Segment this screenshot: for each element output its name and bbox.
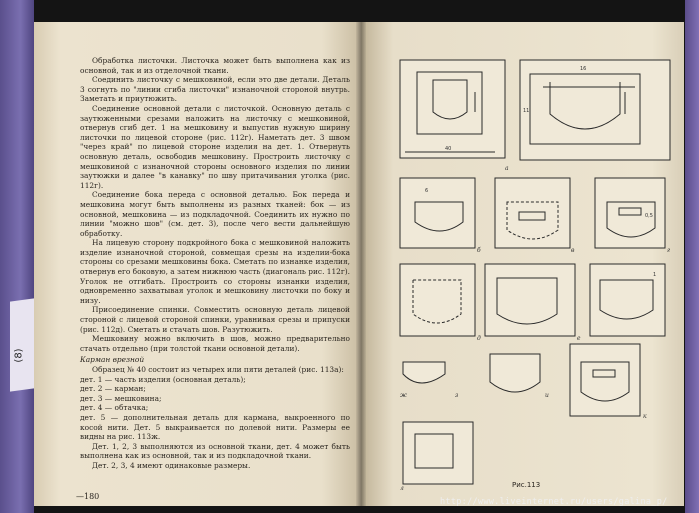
fig-label-d: д: [477, 335, 481, 342]
dim-16: 16: [580, 66, 587, 72]
fig-label-e: е: [577, 335, 581, 342]
pocket-diagrams: [395, 52, 677, 492]
section-heading: Карман врезной: [80, 355, 145, 365]
list-item: дет. 2 — карман;: [80, 384, 146, 394]
fig-i-pocket: [490, 354, 540, 392]
paragraph: Образец № 40 состоит из четырех или пяти деталей (рис. 113а):: [92, 365, 344, 374]
fig-label-g: г: [667, 247, 671, 254]
fig-b-frame: [400, 178, 475, 248]
list-item: дет. 3 — мешковина;: [80, 393, 162, 403]
fig-a-left-frame: [400, 60, 505, 158]
list-item: дет. 4 — обтачка;: [80, 403, 149, 413]
paragraph: Соединение бока переда с основной деталью. Бок переда и мешковина могут быть выполнены из разных тканей: бок — из основной, мешковина — из подкладочной. Соединить их нужно по линии "можно шов" (см. дет. 3), после чего вести дальнейшую обработку.: [80, 190, 350, 238]
fig-label-i: и: [545, 392, 549, 399]
paragraph: Дет. 1, 2, 3 выполняются из основной ткани, дет. 4 может быть выполнена как из основной, так и из подкладочной ткани.: [80, 441, 350, 461]
paragraph: Присоединение спинки. Совместить основную деталь лицевой стороной с лицевой стороной спинки, уравнивая срезы и припуски (рис. 112д). Сметать и стачать шов. Разутюжить.: [80, 305, 350, 334]
fig-label-z: з: [455, 392, 459, 399]
fig-label-b: б: [477, 247, 481, 254]
left-page-text: [80, 56, 350, 471]
book-cover-left: [0, 0, 34, 513]
paragraph: На лицевую сторону подкройного бока с мешковиной наложить изделие изнаночной стороной, совмещая срезы на изделии-бока стороны со срезами мешковины бока. Сметать по изнанке изделия, отвернув его боковую, а затем нижнюю часть (диагональ рис. 112г). Уголок не отгибать. Простроить со стороны изнанки изделия, одновременно захватывая уголок и мешковину листочки по боку и низу.: [80, 238, 350, 305]
dim-40: 40: [445, 146, 452, 152]
dim-11: 11: [523, 108, 530, 114]
cover-label: [10, 298, 34, 391]
fig-e-frame: [485, 264, 575, 336]
dim-0-5: 0,5: [645, 213, 653, 219]
fig-d-frame: [400, 264, 475, 336]
fig-v-frame: [495, 178, 570, 248]
fig-label-l: л: [400, 485, 404, 492]
book-gutter: [356, 22, 366, 506]
fig-label-k: к: [643, 413, 647, 420]
fig-label-a: а: [505, 165, 509, 172]
spine-number: (8): [13, 348, 25, 363]
list-item: дет. 1 — часть изделия (основная деталь);: [80, 374, 246, 384]
paragraph: Соединение основной детали с листочкой. Основную деталь с заутюженными срезами наложить на листочку с мешковиной, отвернув сгиб дет. 1 на мешковину и выпустив нужную ширину листочки по лицевой стороне (рис. 112г). Наметать дет. 3 швом "через край" по лицевой стороне изделия на дет. 1. Отвернуть основную деталь, освободив мешковину. Простроить листочку с мешковиной с изнаночной стороны основного изделия по линии заутюжки и далее "в канавку" по шву притачивания уголка (рис. 112г).: [80, 103, 350, 190]
fig-z-pocket: [403, 362, 445, 383]
list-item: дет. 5 — дополнительная деталь для кармана, выкроенного по косой нити. Дет. 5 выкраивается по долевой нити. Размеры ее видны на рис. 113ж.: [80, 412, 350, 442]
fig-l-frame: [403, 422, 473, 484]
paragraph: Обработка листочки. Листочка может быть выполнена как из основной, так и из отделочной ткани.: [80, 56, 350, 75]
figure-caption: Рис.113: [512, 481, 541, 489]
page-number: —180: [76, 492, 100, 501]
fig-a-right-frame: [520, 60, 670, 160]
dim-6: 6: [425, 188, 429, 194]
watermark-url: http://www.liveinternet.ru/users/galina_p/: [440, 497, 668, 507]
dim-1: 1: [653, 272, 657, 278]
paragraph: Мешковину можно включить в шов, можно предварительно стачать отдельно (при толстой ткани основной детали).: [80, 334, 350, 353]
fig-label-v: в: [571, 247, 575, 254]
paragraph: Соединить листочку с мешковиной, если это две детали. Деталь 3 согнуть по "линии сгиба листочки" изнаночной стороной внутрь. Заметать и приутюжить.: [80, 75, 350, 104]
fig-label-zh: ж: [400, 392, 407, 399]
paragraph: Дет. 2, 3, 4 имеют одинаковые размеры.: [92, 460, 251, 470]
book-cover-right: [685, 0, 699, 513]
